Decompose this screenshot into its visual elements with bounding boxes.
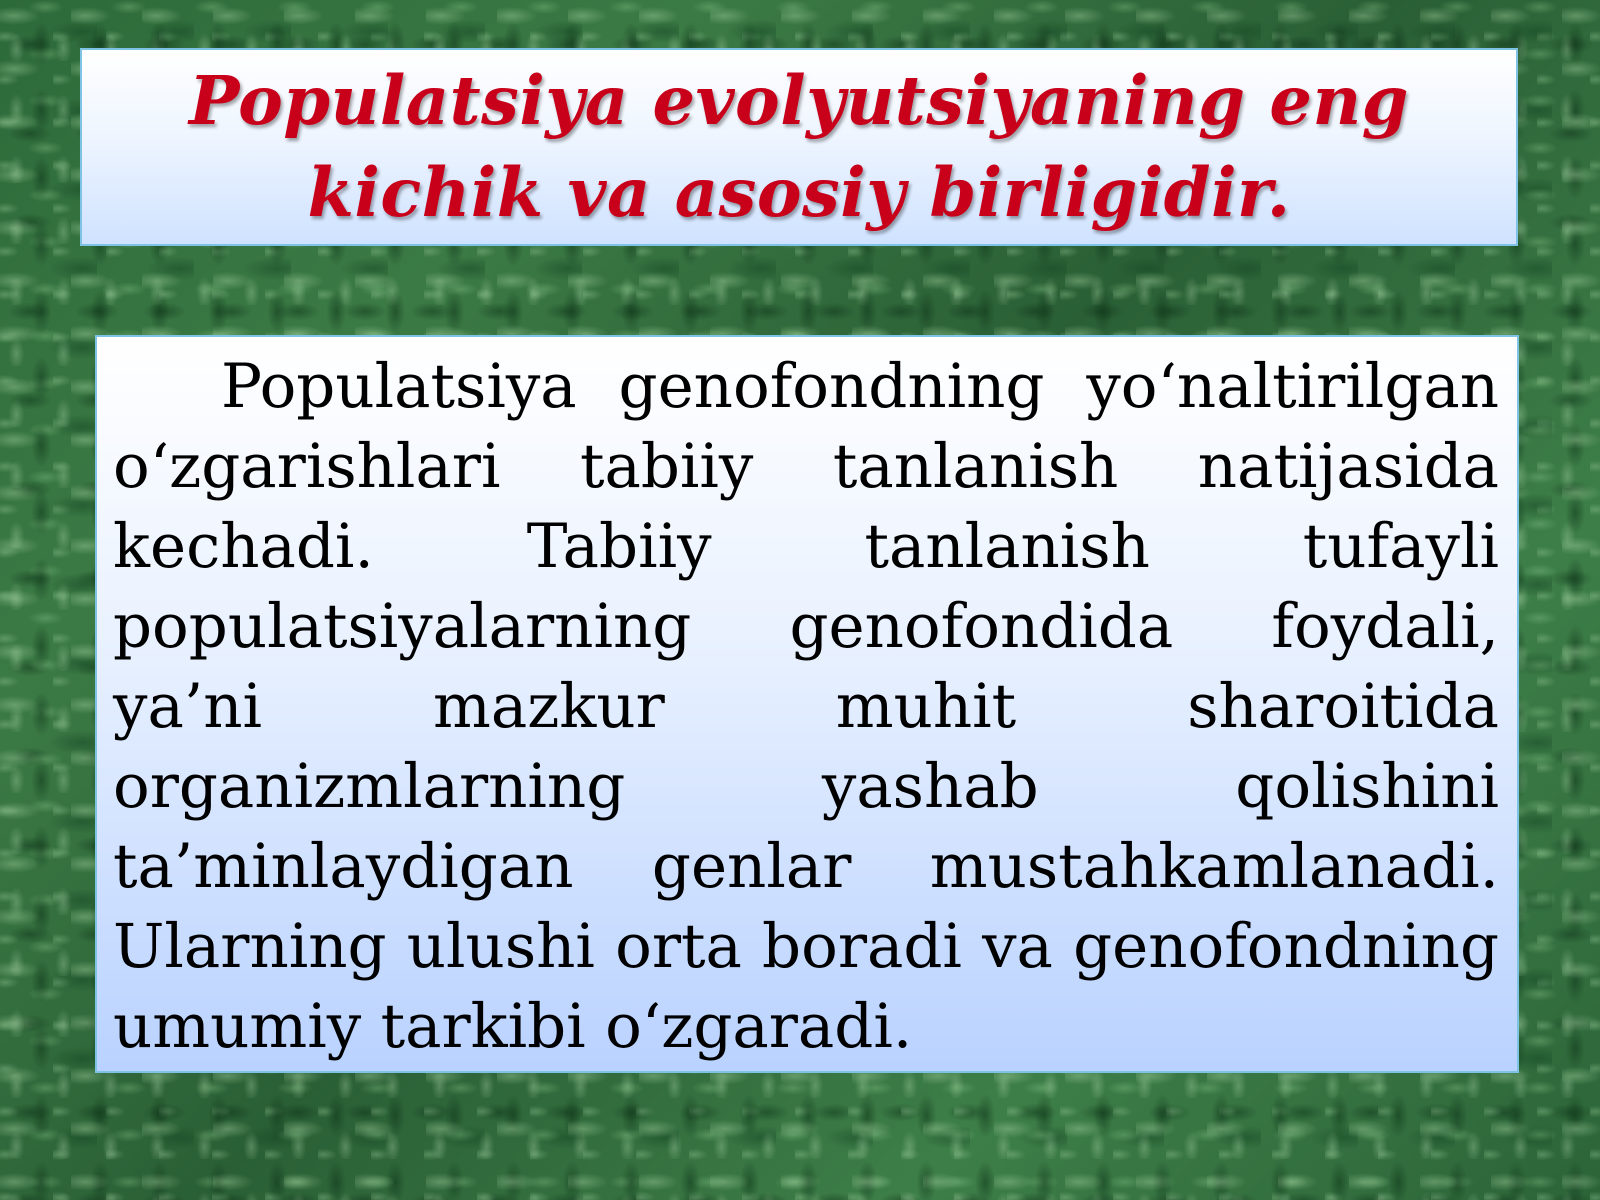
slide-body-paragraph: Populatsiya genofondning yo‘naltirilgan o‘zgarishlari tabiiy tanlanish natijasida kechadi. Tabiiy tanlanish tufayli populatsiyalarning genofondida foydali, ya’ni mazkur muhit sharoitida organizmlarning yashab qolishini ta’minlaydigan genlar mustahkamlanadi. Ularning ulushi orta boradi va genofondning umumiy tarkibi o‘zgaradi. <box>113 351 1499 1062</box>
body-text-box <box>95 335 1519 1073</box>
slide-title: Populatsiya evolyutsiyaning eng kichik va asosiy birligidir. <box>188 61 1410 232</box>
title-box <box>80 48 1518 246</box>
